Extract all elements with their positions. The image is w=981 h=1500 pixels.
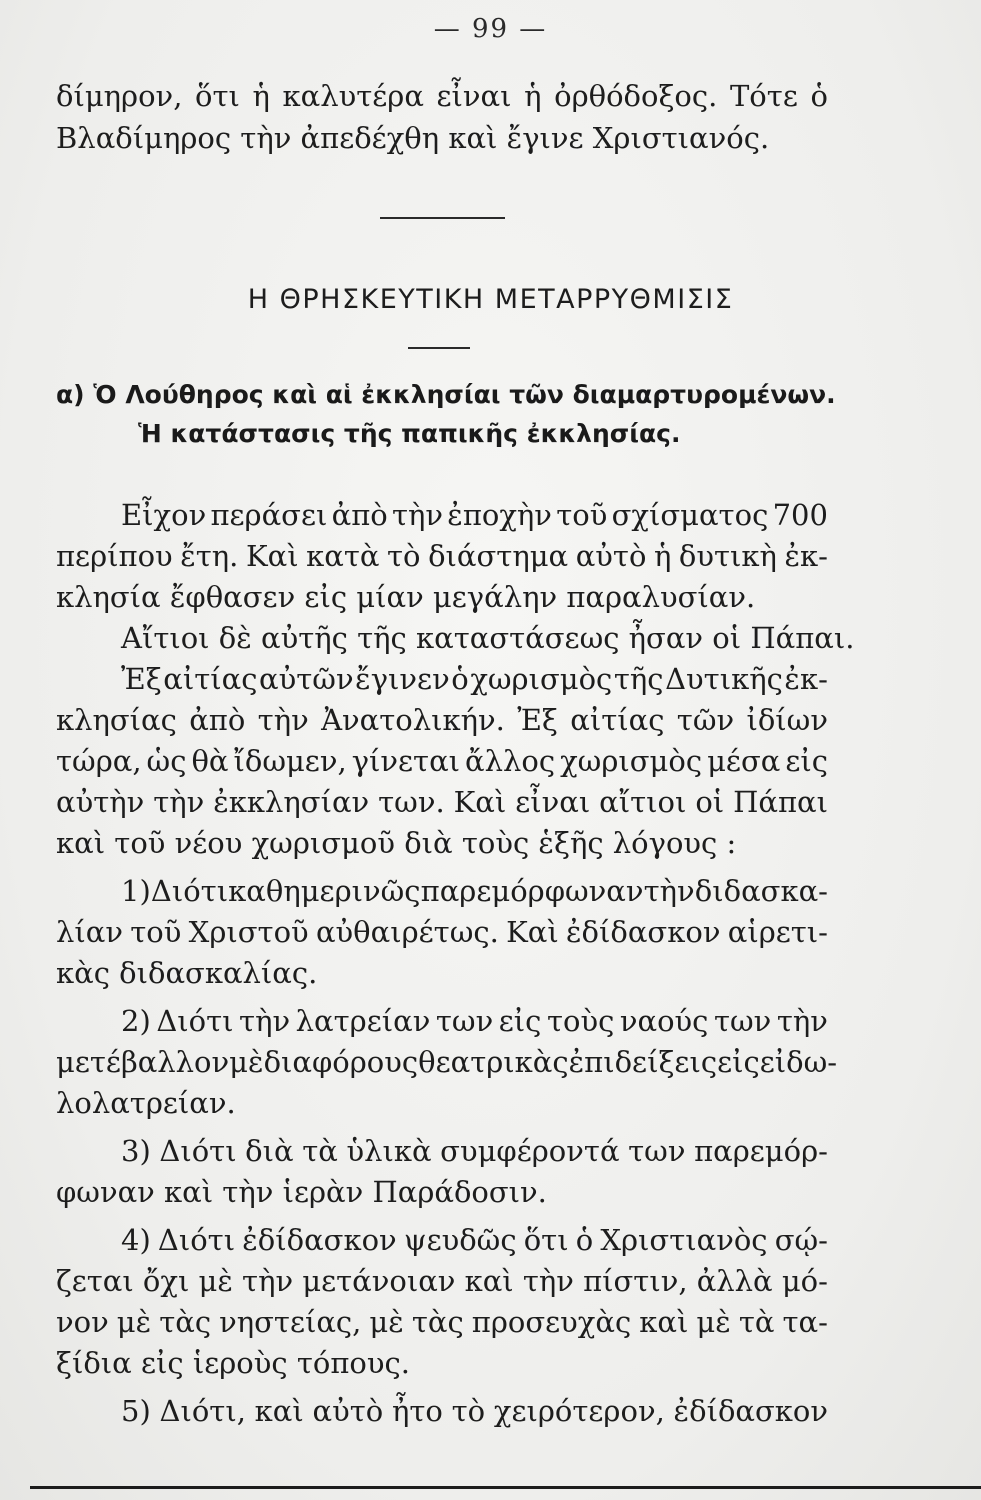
body-line: κλησία ἔφθασεν εἰς μίαν μεγάλην παραλυσίαν.: [56, 580, 756, 614]
body-line: Ἐξ αἰτίας αὐτῶν ἔγινεν ὁ χωρισμὸς τῆς Δυτικῆς ἐκ-: [121, 662, 828, 696]
list-item-4-line: ζεται ὄχι μὲ τὴν μετάνοιαν καὶ τὴν πίστιν, ἀλλὰ μό-: [56, 1264, 828, 1298]
list-item-2-line: μετέβαλλον μὲ διαφόρους θεατρικὰς ἐπιδείξεις εἰς εἰδω-: [56, 1045, 838, 1079]
body-line: κλησίας ἀπὸ τὴν Ἀνατολικήν. Ἐξ αἰτίας τῶν ἰδίων: [56, 703, 828, 737]
list-item-4-line: 4) Διότι ἐδίδασκον ψευδῶς ὅτι ὁ Χριστιανὸς σῴ-: [121, 1223, 828, 1257]
list-item-2-line: 2) Διότι τὴν λατρείαν των εἰς τοὺς ναούς των τὴν: [121, 1004, 828, 1038]
list-item-2-line: λολατρείαν.: [56, 1086, 236, 1120]
body-line: αὐτὴν τὴν ἐκκλησίαν των. Καὶ εἶναι αἴτιοι οἱ Πάπαι: [56, 785, 828, 819]
subsection-heading-line-2: Ἡ κατάστασις τῆς παπικῆς ἐκκλησίας.: [138, 419, 681, 448]
intro-line-1: δίμηρον, ὅτι ἡ καλυτέρα εἶναι ἡ ὀρθόδοξος. Τότε ὁ: [56, 79, 828, 113]
list-item-4-line: νον μὲ τὰς νηστείας, μὲ τὰς προσευχὰς καὶ μὲ τὰ τα-: [56, 1305, 828, 1339]
section-title: Η ΘΡΗΣΚΕΥΤΙΚΗ ΜΕΤΑΡΡΥΘΜΙΣΙΣ: [247, 284, 734, 315]
list-item-3-line: φωναν καὶ τὴν ἱερὰν Παράδοσιν.: [56, 1175, 547, 1209]
list-item-1-line: λίαν τοῦ Χριστοῦ αὐθαιρέτως. Καὶ ἐδίδασκον αἱρετι-: [56, 915, 828, 949]
list-item-1-line: κὰς διδασκαλίας.: [56, 956, 318, 990]
intro-line-2: Βλαδίμηρος τὴν ἀπεδέχθη καὶ ἔγινε Χριστιανός.: [56, 121, 770, 155]
list-item-4-line: ξίδια εἰς ἱεροὺς τόπους.: [56, 1346, 410, 1380]
page-number: — 99 —: [433, 14, 548, 44]
list-item-1-line: 1) Διότι καθημερινῶς παρεμόρφωναν τὴν διδασκα-: [121, 874, 828, 908]
list-item-5-line: 5) Διότι, καὶ αὐτὸ ἦτο τὸ χειρότερον, ἐδίδασκον: [121, 1394, 828, 1428]
body-line: Εἶχον περάσει ἀπὸ τὴν ἐποχὴν τοῦ σχίσματος 700: [121, 498, 828, 532]
body-line: καὶ τοῦ νέου χωρισμοῦ διὰ τοὺς ἑξῆς λόγους :: [56, 826, 737, 860]
bottom-edge-rule: [30, 1486, 981, 1489]
body-line: περίπου ἔτη. Καὶ κατὰ τὸ διάστημα αὐτὸ ἡ δυτικὴ ἐκ-: [56, 539, 828, 573]
body-line: Αἴτιοι δὲ αὐτῆς τῆς καταστάσεως ἦσαν οἱ Πάπαι.: [121, 621, 855, 655]
body-line: τώρα, ὡς θὰ ἴδωμεν, γίνεται ἄλλος χωρισμὸς μέσα εἰς: [56, 744, 828, 778]
section-divider: [380, 217, 505, 219]
title-underline: [408, 347, 470, 349]
list-item-3-line: 3) Διότι διὰ τὰ ὑλικὰ συμφέροντά των παρεμόρ-: [121, 1134, 828, 1168]
subsection-heading-line-1: α) Ὁ Λούθηρος καὶ αἱ ἐκκλησίαι τῶν διαμαρτυρομένων.: [56, 380, 836, 409]
